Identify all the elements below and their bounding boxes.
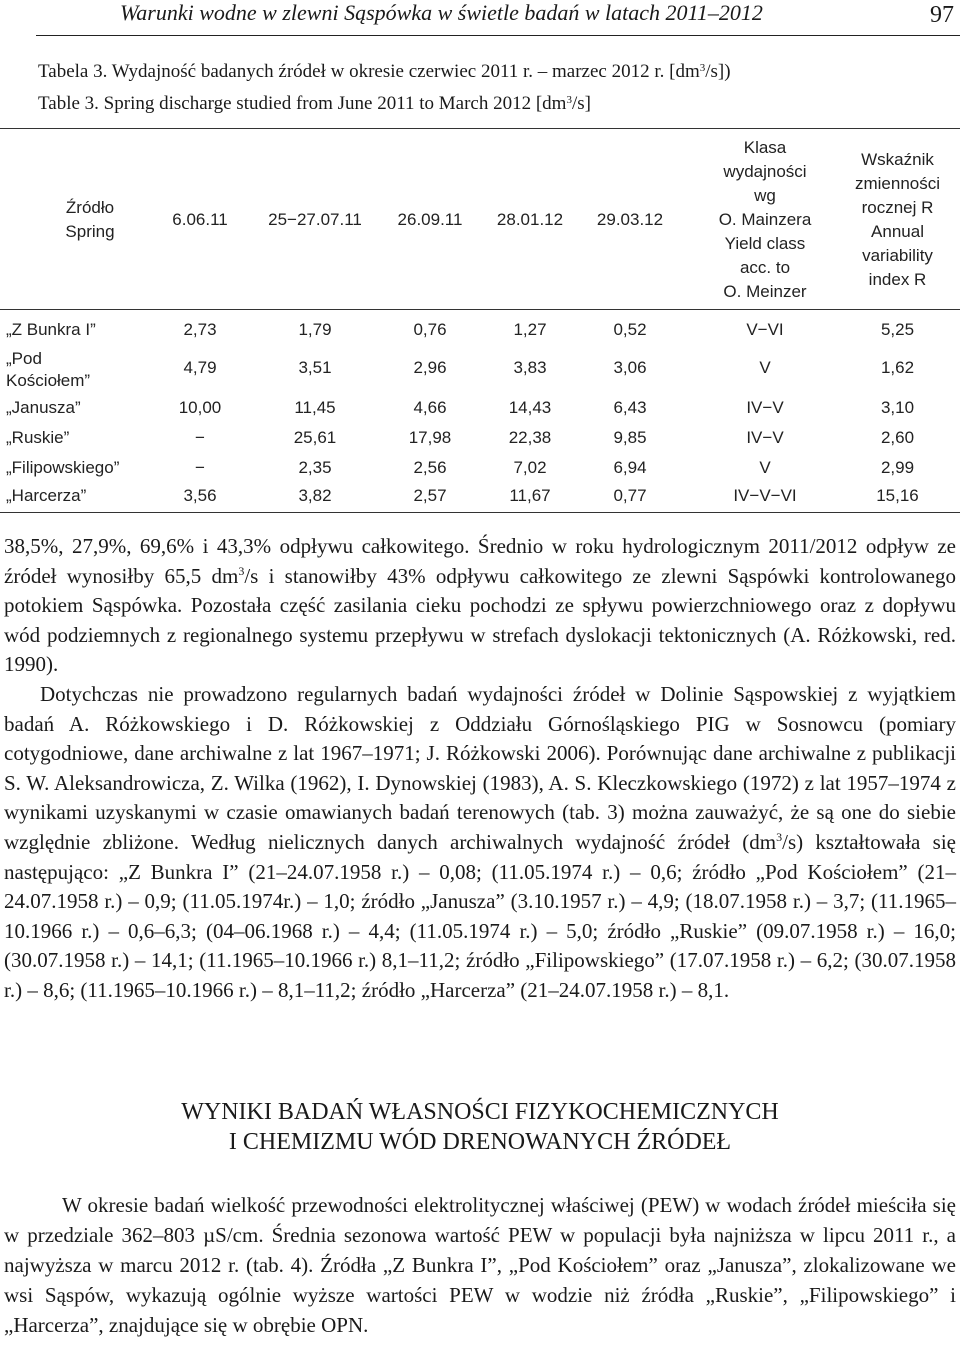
table-rule-header <box>0 309 960 310</box>
table-caption-pl: Tabela 3. Wydajność badanych źródeł w okresie czerwiec 2011 r. – marzec 2012 r. $[dm^3/s]$) <box>38 61 731 82</box>
row-variability-index: 1,62 <box>880 358 915 377</box>
row-value: − <box>195 428 205 447</box>
paragraph-3: W okresie badań wielkość przewodności elektrolitycznej właściwej (PEW) w wodach źródeł mieściła się w przedziale 362–803 µS/cm. Średnia sezonowa wartość PEW w populacji była najniższa w lipcu 2011 r., a najwyższa w marcu 2012 r. (tab. 4). Źródła „Z Bunkra I”, „Pod Kościołem” oraz „Janusza”, zlokalizowane we wsi Sąspów, wykazują ogólnie wyższe wartości PEW w wodzie niż źródła „Ruskie”, „Filipowskiego” i „Harcerza”, znajdujące się w obrębie OPN. <box>4 1193 956 1337</box>
body-text <box>4 532 956 1006</box>
row-yield-class: V−VI <box>746 320 784 339</box>
row-value: 3,06 <box>613 358 647 377</box>
row-value: 2,35 <box>298 458 332 477</box>
body-text-section <box>4 1190 956 1340</box>
row-value: 25,61 <box>293 428 337 447</box>
header-date-5: 29.03.12 <box>596 210 664 229</box>
row-value: 9,85 <box>613 428 647 447</box>
header-date-1: 6.06.11 <box>172 210 228 229</box>
row-value: 11,45 <box>294 398 336 417</box>
row-value: 4,79 <box>183 358 217 377</box>
row-variability-index: 3,10 <box>880 398 915 417</box>
row-value: 2,73 <box>183 320 217 339</box>
row-value: 0,76 <box>413 320 447 339</box>
row-variability-index: 2,99 <box>880 458 915 477</box>
row-value: 2,57 <box>413 486 447 505</box>
row-value: 3,56 <box>183 486 217 505</box>
row-source-name: „Z Bunkra I” <box>6 320 96 339</box>
row-value: 2,96 <box>413 358 447 377</box>
row-yield-class: IV−V−VI <box>733 486 797 505</box>
section-heading: WYNIKI BADAŃ WŁASNOŚCI FIZYKOCHEMICZNYCH I CHEMIZMU WÓD DRENOWANYCH ŹRÓDEŁ <box>181 1099 779 1155</box>
page-number: 97 <box>930 2 954 28</box>
header-yield-class: Klasa wydajności wg O. Mainzera Yield class acc. to O. Meinzer <box>718 138 812 301</box>
row-value: 17,98 <box>408 428 452 447</box>
row-value: 1,27 <box>513 320 547 339</box>
row-value: 0,52 <box>613 320 647 339</box>
table-caption-en: Table 3. Spring discharge studied from June 2011 to March 2012 $[dm^3/s]$ <box>38 93 591 114</box>
row-value: 1,79 <box>298 320 332 339</box>
row-yield-class: V <box>759 458 771 477</box>
row-value: 14,43 <box>508 398 552 417</box>
row-value: 10,00 <box>178 398 222 417</box>
row-value: 3,82 <box>298 486 332 505</box>
row-value: 3,51 <box>298 358 332 377</box>
row-value: 22,38 <box>508 428 552 447</box>
table-rule-bottom <box>0 512 960 513</box>
row-yield-class: IV−V <box>746 398 784 417</box>
row-source-name: „Ruskie” <box>6 428 70 447</box>
row-value: 4,66 <box>413 398 447 417</box>
header-date-4: 28.01.12 <box>496 210 564 229</box>
row-variability-index: 15,16 <box>876 486 919 505</box>
paragraph-2: Dotychczas nie prowadzono regularnych badań wydajności źródeł w Dolinie Sąspowskiej z wyjątkiem badań A. Różkowskiego i D. Różkowskiej z Oddziału Górnośląskiego PIG w Sosnowcu (pomiary cotygodniowe, dane archiwalne z lat 1967–1971; J. Różkowski 2006). Porównując dane archiwalne z publikacji S. W. Aleksandrowicza, Z. Wilka (1962), I. Dynowskiej (1983), A. S. Kleczkowskiego (1972) z lat 1957–1974 z wynikami uzyskanymi w czasie omawianych badań terenowych (tab. 3) można zauważyć, że są one do siebie względnie zbliżone. Według nielicznych danych archiwalnych wydajność źródeł $(dm^3/s)$ kształtowała się następująco: „Z Bunkra I” (21–24.07.1958 r.) – 0,08; (11.05.1974 r.) – 0,6; źródło „Pod Kościołem” (21–24.07.1958 r.) – 0,9; (11.05.1974r.) – 1,0; źródło „Janusza” (3.10.1957 r.) – 4,9; (18.07.1958 r.) – 3,7; (11.1965–10.1966 r.) – 0,6–6,3; (04–06.1968 r.) – 4,4; (11.05.1974 r.) – 5,0; źródło „Ruskie” (09.07.1958 r.) – 16,0; (30.07.1958 r.) – 14,1; (11.1965–10.1966 r.) 8,1–11,2; źródło „Filipowskiego” (17.07.1958 r.) – 6,2; (30.07.1958 r.) – 8,6; (11.1965–10.1966 r.) – 8,1–11,2; źródło „Harcerza” (21–24.07.1958 r.) – 8,1. <box>4 681 956 1002</box>
header-source: Źródło Spring <box>65 198 115 241</box>
table-captions <box>38 54 731 118</box>
row-value: 3,83 <box>513 358 547 377</box>
paragraph-1: 38,5%, 27,9%, 69,6% i 43,3% odpływu całkowitego. Średnio w roku hydrologicznym 2011/2012 odpływ ze źródeł wynosiłby 65,5 $dm^3/s$ i stanowiłby 43% odpływu całkowitego ze zlewni Sąspówki kontrolowanego potokiem Sąspówka. Pozostała część zasilania cieku pochodzi ze spływu powierzchniowego oraz z dopływu wód podziemnych z regionalnego systemu przepływu w strefach dyslokacji tektonicznych (A. Różkowski, red. 1990). <box>4 534 957 677</box>
running-header <box>0 0 960 34</box>
row-value: 2,56 <box>413 458 447 477</box>
row-value: 11,67 <box>509 486 551 505</box>
row-value: 7,02 <box>513 458 547 477</box>
row-source-name: „Harcerza” <box>6 486 87 505</box>
running-title: Warunki wodne w zlewni Sąspówka w świetle badań w latach 2011–2012 <box>120 0 763 25</box>
row-value: − <box>195 458 205 477</box>
table-rule-top <box>0 128 960 129</box>
row-yield-class: IV−V <box>746 428 784 447</box>
header-variability-index: Wskaźnik zmienności rocznej R Annual variability index R <box>854 150 941 289</box>
row-yield-class: V <box>759 358 771 377</box>
row-variability-index: 2,60 <box>880 428 915 447</box>
row-value: 6,94 <box>613 458 647 477</box>
header-date-3: 26.09.11 <box>397 210 463 229</box>
header-rule <box>36 35 960 36</box>
header-date-2: 25−27.07.11 <box>268 210 362 229</box>
row-value: 0,77 <box>613 486 647 505</box>
row-value: 6,43 <box>613 398 647 417</box>
row-source-name: „Pod Kościołem” <box>6 349 91 390</box>
row-variability-index: 5,25 <box>880 320 915 339</box>
row-source-name: „Janusza” <box>6 398 81 417</box>
row-source-name: „Filipowskiego” <box>6 458 120 477</box>
